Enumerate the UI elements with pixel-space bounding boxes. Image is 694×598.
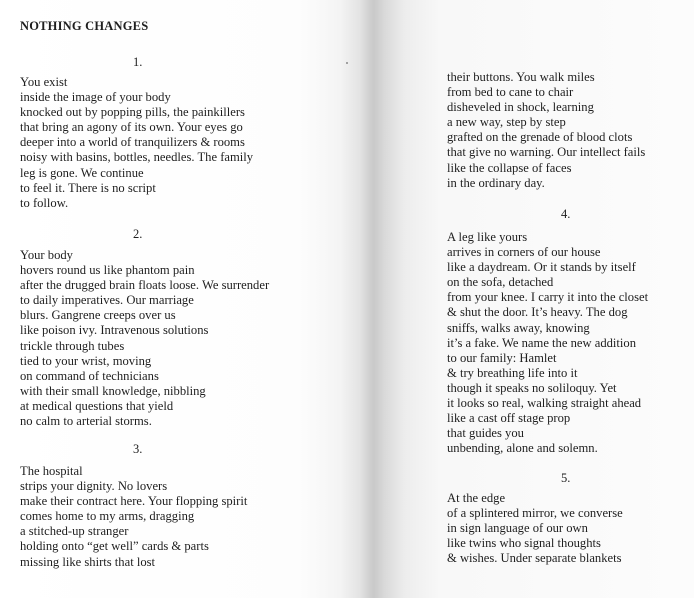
- poem-line: to daily imperatives. Our marriage: [20, 293, 194, 308]
- poem-line: that give no warning. Our intellect fails: [447, 145, 646, 160]
- poem-line: make their contract here. Your flopping spirit: [20, 494, 248, 509]
- poem-line: from bed to cane to chair: [447, 85, 574, 100]
- poem-line: missing like shirts that lost: [20, 554, 156, 569]
- poem-line: it looks so real, walking straight ahead: [447, 396, 642, 411]
- poem-line: like the collapse of faces: [447, 160, 572, 175]
- stanza-1: [20, 75, 253, 211]
- poem-line: trickle through tubes: [20, 338, 125, 353]
- poem-line: strips your dignity. No lovers: [20, 479, 168, 494]
- poem-line: knocked out by popping pills, the painkillers: [20, 105, 245, 120]
- poem-line: & try breathing life into it: [447, 365, 578, 380]
- section-number-2: 2.: [133, 227, 143, 241]
- poem-line: a stitched-up stranger: [20, 524, 129, 539]
- poem-line: like twins who signal thoughts: [447, 536, 601, 551]
- stanza-2: [20, 248, 269, 429]
- poem-line: A leg like yours: [447, 230, 528, 244]
- poem-line: noisy with basins, bottles, needles. The family: [20, 150, 254, 165]
- poem-line: of a splintered mirror, we converse: [447, 506, 623, 521]
- poem-line: after the drugged brain floats loose. We surrender: [20, 278, 270, 293]
- poem-line: a new way, step by step: [447, 115, 566, 130]
- poem-line: it’s a fake. We name the new addition: [447, 335, 636, 350]
- poem-line: to our family: Hamlet: [447, 350, 557, 365]
- poem-line: on command of technicians: [20, 368, 159, 383]
- poem-line: like a cast off stage prop: [447, 411, 571, 426]
- poem-line: that guides you: [447, 426, 524, 441]
- poem-line: to follow.: [20, 195, 69, 210]
- stanza-3-continued: [447, 70, 645, 191]
- section-number-1: 1.: [133, 55, 143, 69]
- poem-line: blurs. Gangrene creeps over us: [20, 308, 176, 323]
- poem-title: NOTHING CHANGES: [20, 19, 149, 33]
- poem-line: hovers round us like phantom pain: [20, 263, 195, 278]
- poem-line: unbending, alone and solemn.: [447, 441, 598, 456]
- poem-line: disheveled in shock, learning: [447, 100, 594, 115]
- poem-line: Your body: [20, 248, 73, 262]
- section-number-3: 3.: [133, 442, 143, 456]
- poem-line: deeper into a world of tranquilizers & rooms: [20, 135, 245, 150]
- poem-line: at medical questions that yield: [20, 398, 174, 413]
- poem-line: their buttons. You walk miles: [447, 70, 595, 84]
- stanza-5: [447, 491, 623, 566]
- poem-line: like a daydream. Or it stands by itself: [447, 260, 636, 275]
- poem-line: like poison ivy. Intravenous solutions: [20, 323, 209, 338]
- poem-line: sniffs, walks away, knowing: [447, 320, 590, 335]
- right-page: [374, 0, 694, 598]
- poem-line: that bring an agony of its own. Your eyes go: [20, 120, 243, 135]
- poem-line: grafted on the grenade of blood clots: [447, 130, 633, 145]
- poem-line: & wishes. Under separate blankets: [447, 551, 622, 566]
- stanza-3: [20, 464, 247, 570]
- poem-line: no calm to arterial storms.: [20, 414, 152, 429]
- poem-line: to feel it. There is no script: [20, 180, 156, 195]
- section-number-5: 5.: [561, 471, 571, 485]
- poem-line: on the sofa, detached: [447, 275, 554, 290]
- poem-line: with their small knowledge, nibbling: [20, 383, 206, 398]
- poem-line: You exist: [20, 75, 68, 89]
- paper-speck: [346, 62, 348, 64]
- stanza-4: [447, 230, 648, 456]
- poem-line: in the ordinary day.: [447, 175, 545, 190]
- poem-line: inside the image of your body: [20, 90, 171, 105]
- poem-line: though it speaks no soliloquy. Yet: [447, 380, 617, 395]
- poem-line: from your knee. I carry it into the closet: [447, 290, 649, 305]
- poem-line: comes home to my arms, dragging: [20, 509, 195, 524]
- poem-line: holding onto “get well” cards & parts: [20, 539, 209, 554]
- section-number-4: 4.: [561, 207, 571, 221]
- poem-line: tied to your wrist, moving: [20, 353, 152, 368]
- poem-line: arrives in corners of our house: [447, 245, 601, 260]
- poem-line: & shut the door. It’s heavy. The dog: [447, 305, 628, 320]
- poem-line: At the edge: [447, 491, 506, 505]
- poem-line: leg is gone. We continue: [20, 165, 144, 180]
- poem-line: in sign language of our own: [447, 521, 588, 536]
- poem-line: The hospital: [20, 464, 83, 478]
